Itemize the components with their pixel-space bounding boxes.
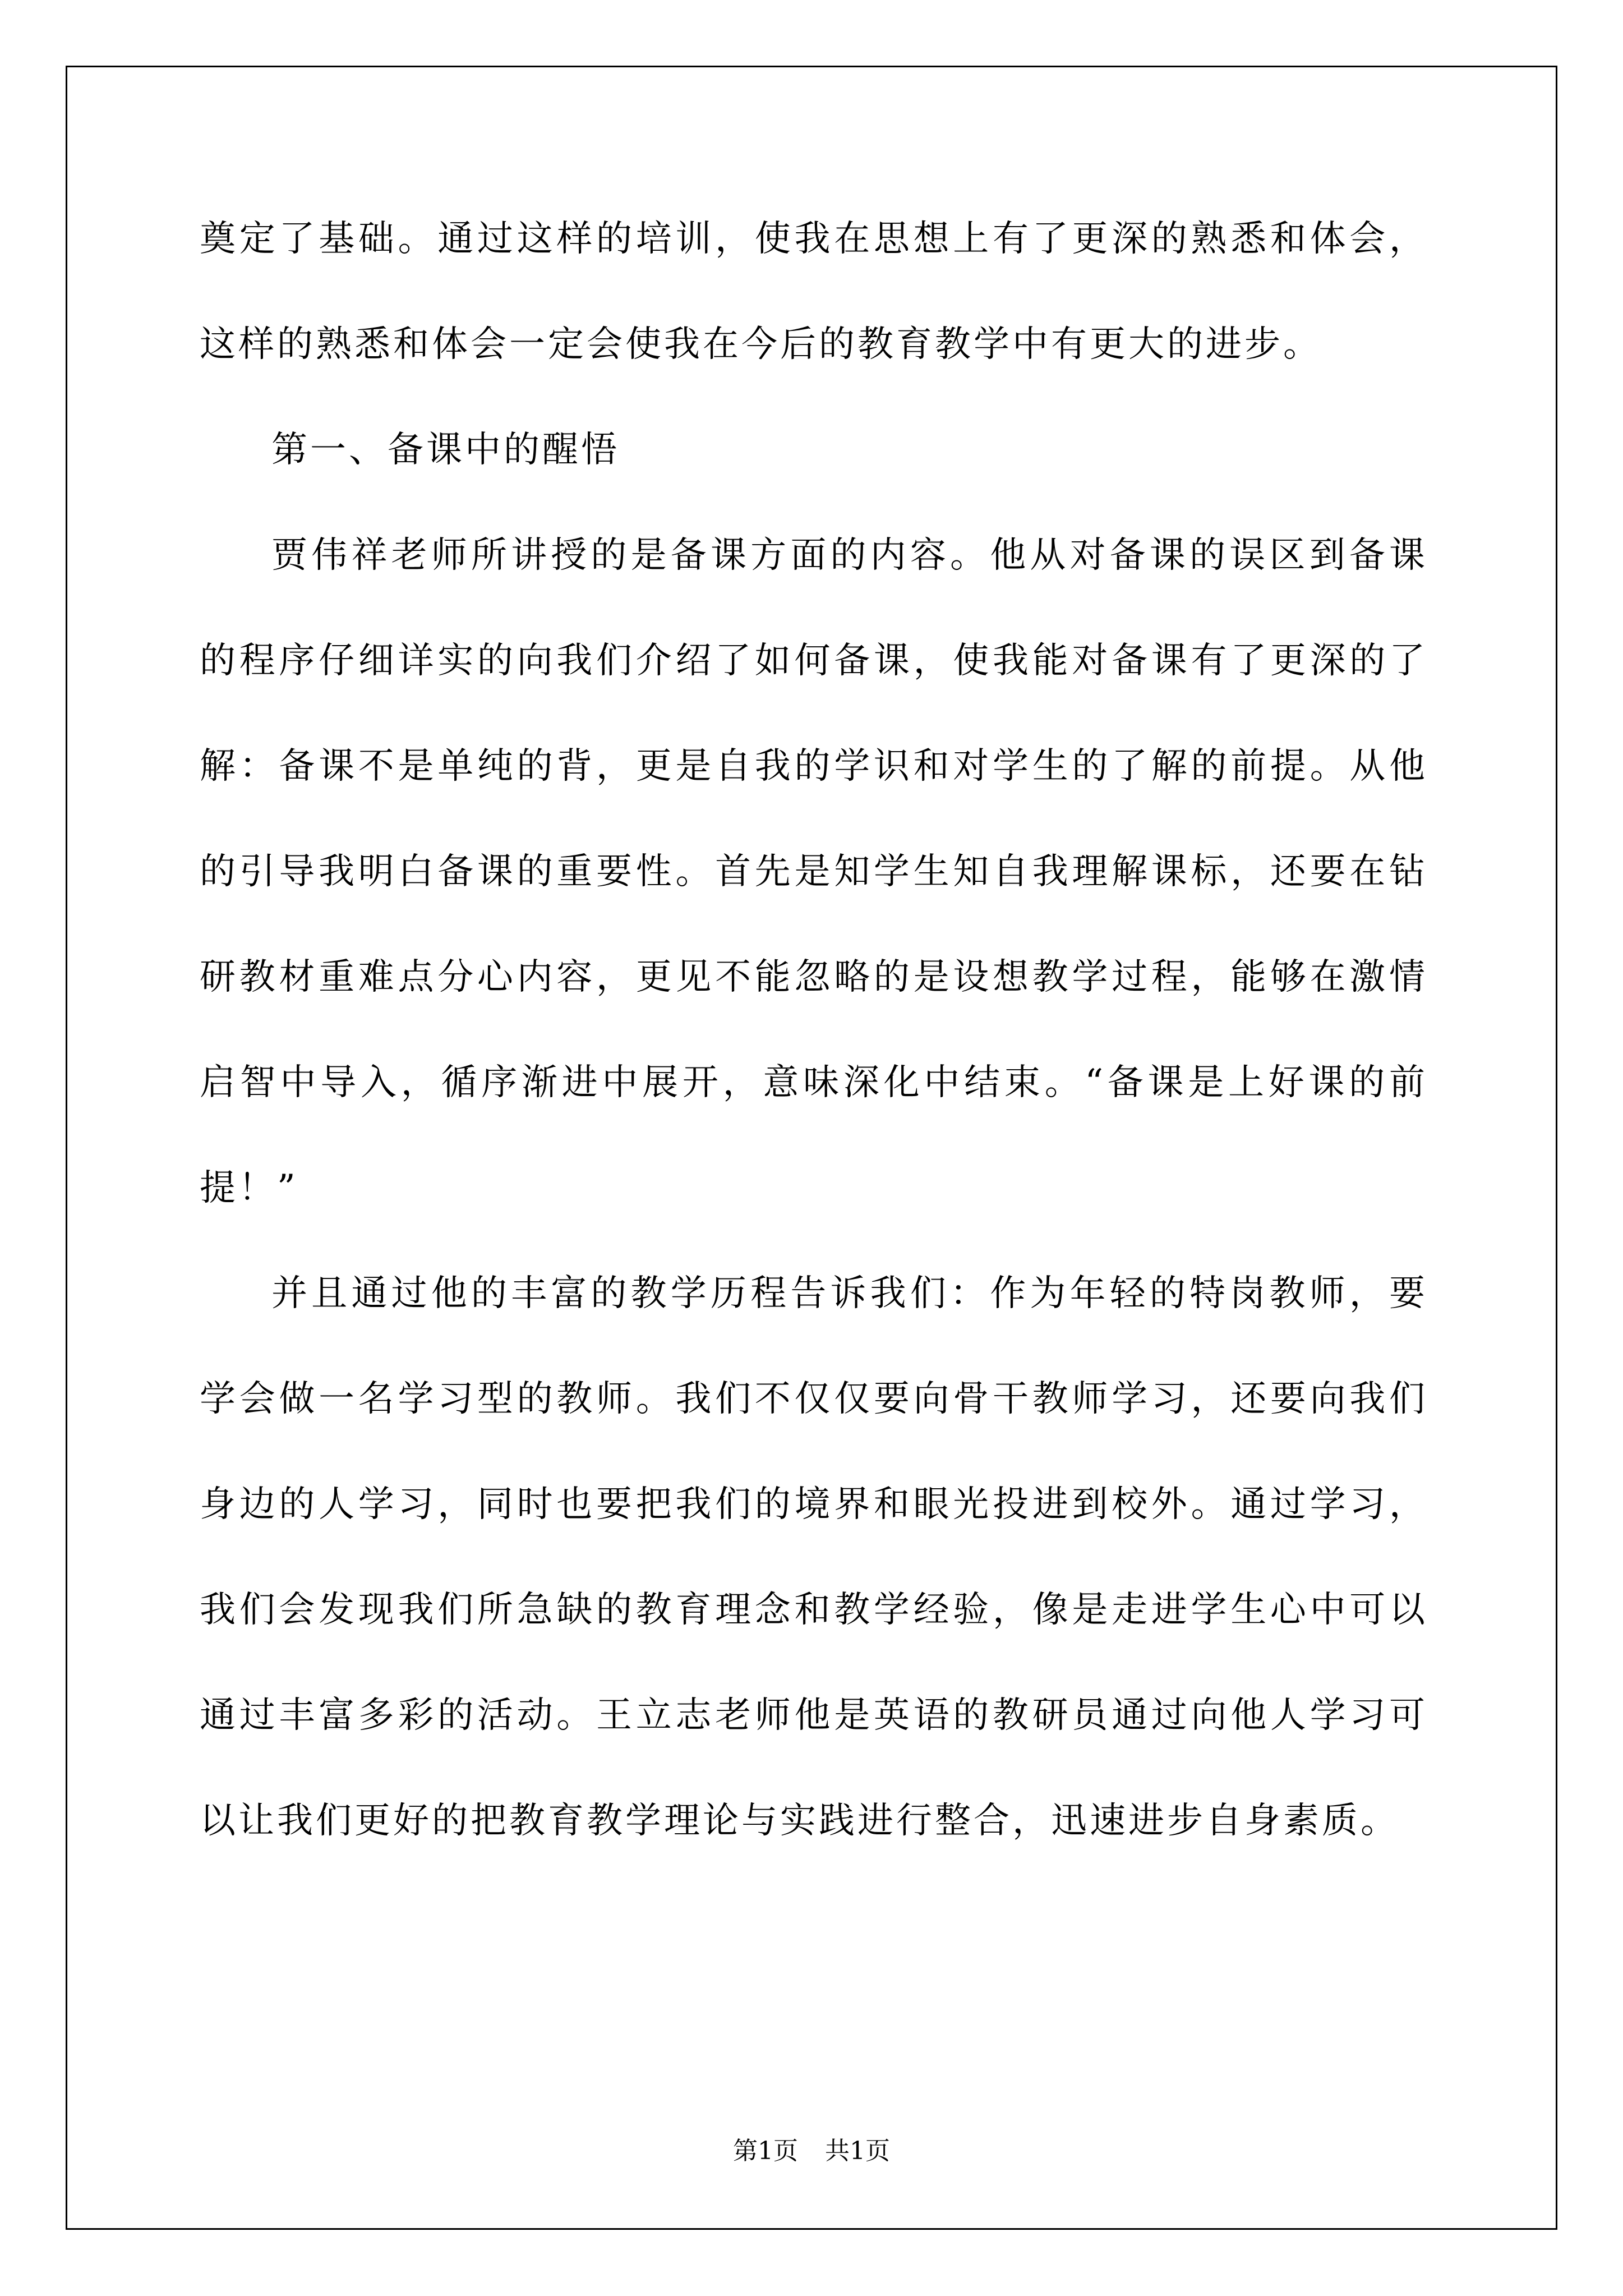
page-number-total: 共1页 (825, 2137, 890, 2165)
page-number-current: 第1页 (733, 2137, 798, 2165)
paragraph: 并且通过他的丰富的教学历程告诉我们：作为年轻的特岗教师，要学会做一名学习型的教师。我们不仅仅要向骨干教师学习，还要向我们身边的人学习，同时也要把我们的境界和眼光投进到校外。通过学习，我们会发现我们所急缺的教育理念和教学经验，像是走进学生心中可以通过丰富多彩的活动。王立志老师他是英语的教研员通过向他人学习可以让我们更好的把教育教学理论与实践进行整合，迅速进步自身素质。 (200, 1273, 1428, 1842)
paragraph: 贾伟祥老师所讲授的是备课方面的内容。他从对备课的误区到备课的程序仔细详实的向我们介绍了如何备课，使我能对备课有了更深的了解：备课不是单纯的背，更是自我的学识和对学生的了解的前提。从他的引导我明白备课的重要性。首先是知学生知自我理解课标，还要在钻研教材重难点分心内容，更见不能忽略的是设想教学过程，能够在激情启智中导入，循序渐进中展开，意味深化中结束。“备课是上好课的前提！” (200, 535, 1428, 1209)
page-footer (0, 2131, 1623, 2166)
paragraph-continuation: 奠定了基础。通过这样的培训，使我在思想上有了更深的熟悉和体会，这样的熟悉和体会一定会使我在今后的教育教学中有更大的进步。 (200, 218, 1428, 365)
document-body (200, 186, 1428, 1874)
section-heading: 第一、备课中的醒悟 (271, 429, 620, 471)
